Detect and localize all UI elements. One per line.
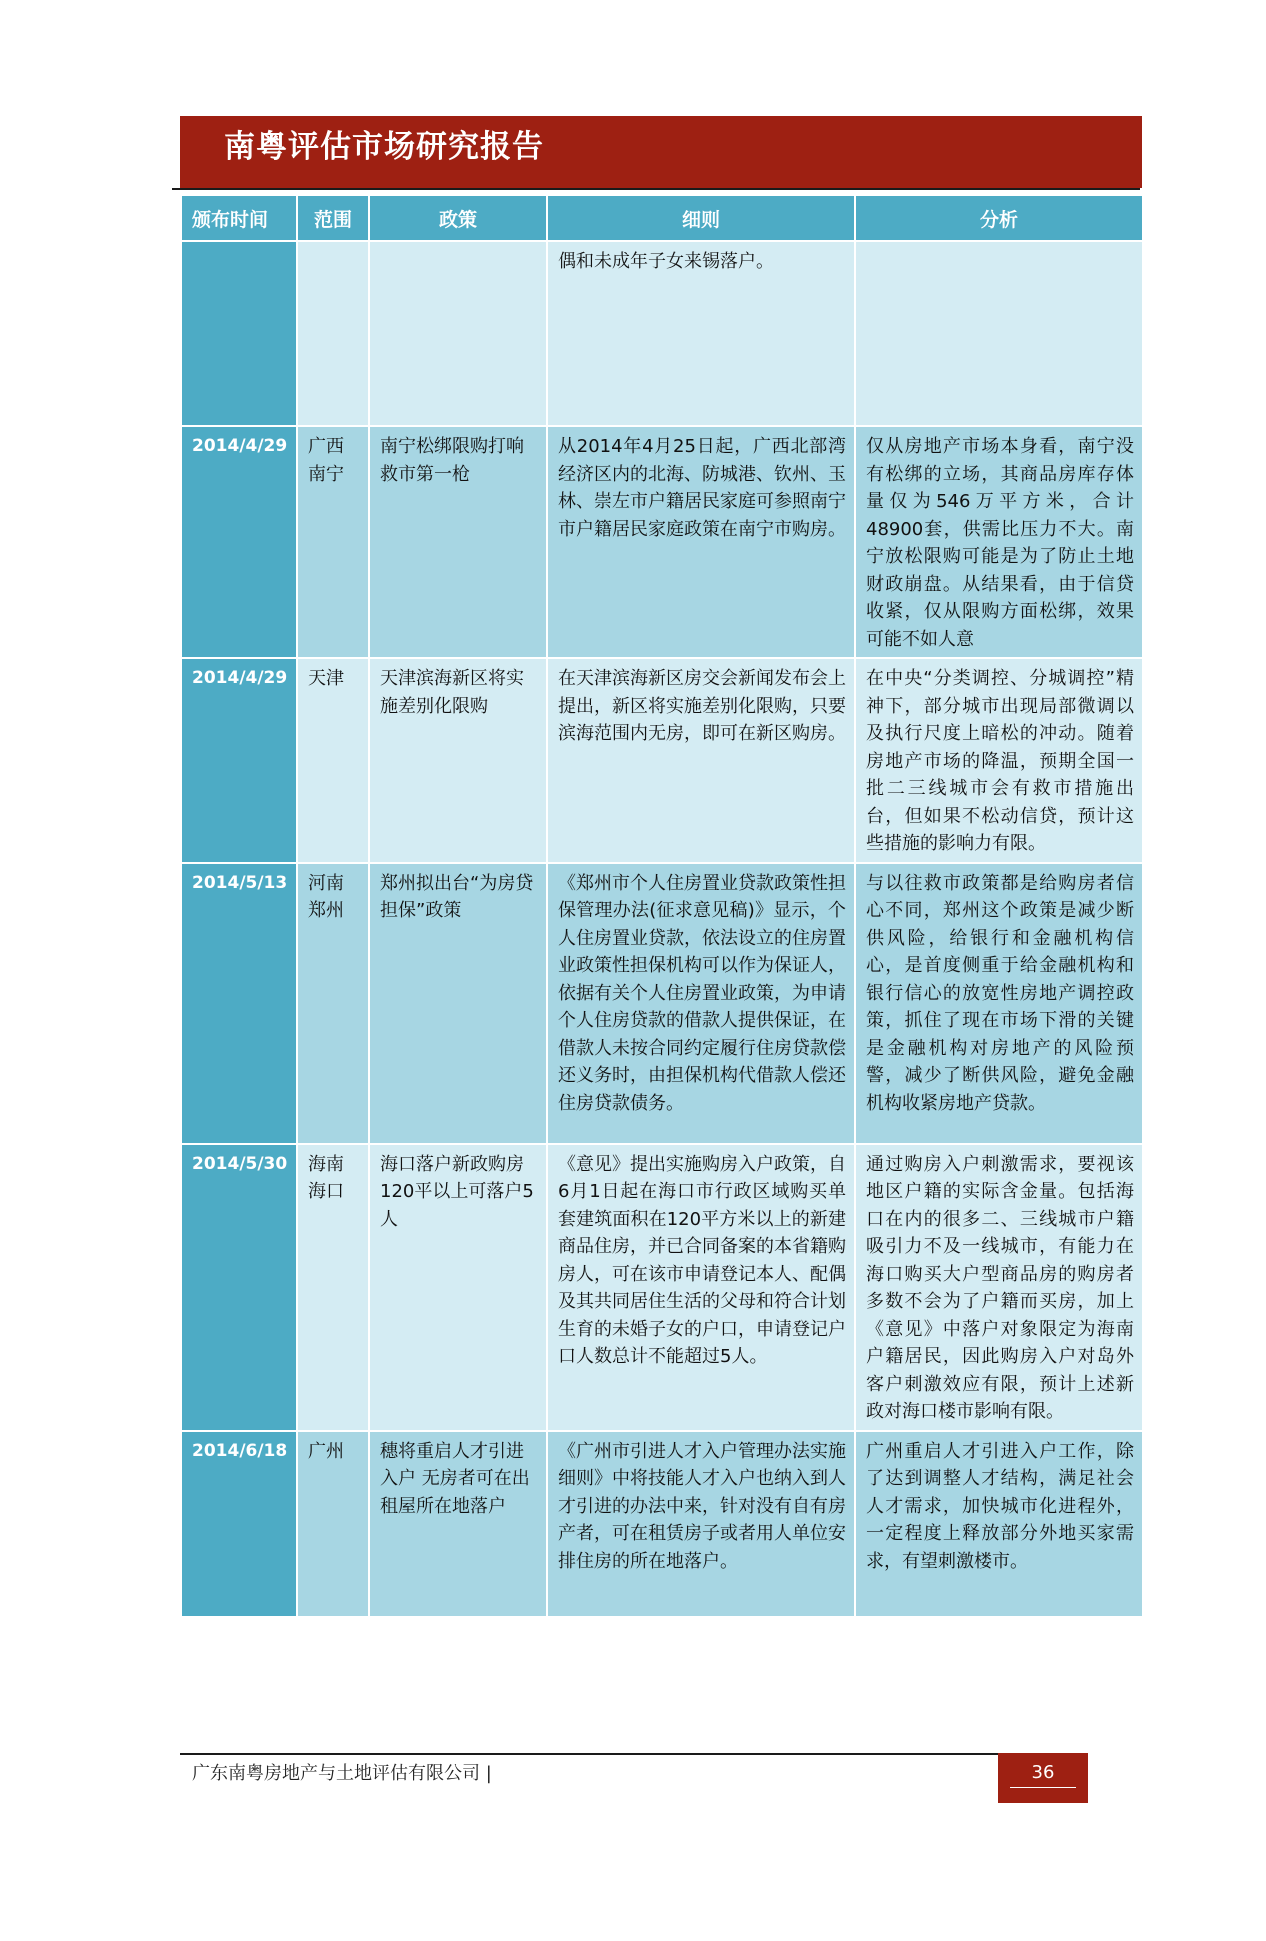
policy-table	[180, 194, 1144, 1618]
cell-detail: 《广州市引进人才入户管理办法实施细则》中将技能人才入户也纳入到人才引进的办法中来，针对没有自有房产者，可在租赁房子或者用人单位安排住房的所在地落户。	[547, 1431, 855, 1617]
page-number: 36	[1031, 1762, 1055, 1783]
footer-company: 广东南粤房地产与土地评估有限公司 |	[192, 1763, 492, 1784]
cell-detail: 《郑州市个人住房置业贷款政策性担保管理办法(征求意见稿)》显示，个人住房置业贷款，依法设立的住房置业政策性担保机构可以作为保证人，依据有关个人住房置业政策，为申请个人住房贷款的借款人提供保证，在借款人未按合同约定履行住房贷款偿还义务时，由担保机构代借款人偿还住房贷款债务。	[547, 863, 855, 1144]
cell-scope: 广西南宁	[297, 426, 369, 658]
table-header-row	[181, 195, 1143, 241]
table-row	[181, 1144, 1143, 1431]
table-row	[181, 1431, 1143, 1617]
cell-detail: 偶和未成年子女来锡落户。	[547, 241, 855, 426]
cell-date: 2014/4/29	[181, 658, 297, 863]
col-header-scope: 范围	[297, 195, 369, 241]
cell-detail: 在天津滨海新区房交会新闻发布会上提出，新区将实施差别化限购，只要滨海范围内无房，即可在新区购房。	[547, 658, 855, 863]
cell-date: 2014/6/18	[181, 1431, 297, 1617]
cell-analysis: 通过购房入户刺激需求，要视该地区户籍的实际含金量。包括海口在内的很多二、三线城市户籍吸引力不及一线城市，有能力在海口购买大户型商品房的购房者多数不会为了户籍而买房，加上《意见》中落户对象限定为海南户籍居民，因此购房入户对岛外客户刺激效应有限，预计上述新政对海口楼市影响有限。	[855, 1144, 1143, 1431]
table-row	[181, 658, 1143, 863]
cell-policy: 南宁松绑限购打响救市第一枪	[369, 426, 547, 658]
cell-detail: 从2014年4月25日起，广西北部湾经济区内的北海、防城港、钦州、玉林、崇左市户籍居民家庭可参照南宁市户籍居民家庭政策在南宁市购房。	[547, 426, 855, 658]
cell-date: 2014/4/29	[181, 426, 297, 658]
cell-analysis: 广州重启人才引进入户工作，除了达到调整人才结构，满足社会人才需求，加快城市化进程外，一定程度上释放部分外地买家需求，有望刺激楼市。	[855, 1431, 1143, 1617]
cell-detail: 《意见》提出实施购房入户政策，自6月1日起在海口市行政区域购买单套建筑面积在120平方米以上的新建商品住房，并已合同备案的本省籍购房人，可在该市申请登记本人、配偶及其共同居住生活的父母和符合计划生育的未婚子女的户口，申请登记户口人数总计不能超过5人。	[547, 1144, 855, 1431]
cell-analysis: 仅从房地产市场本身看，南宁没有松绑的立场，其商品房库存体量仅为546万平方米，合计48900套，供需比压力不大。南宁放松限购可能是为了防止土地财政崩盘。从结果看，由于信贷收紧，仅从限购方面松绑，效果可能不如人意	[855, 426, 1143, 658]
col-header-detail: 细则	[547, 195, 855, 241]
table-row	[181, 863, 1143, 1144]
cell-policy: 天津滨海新区将实施差别化限购	[369, 658, 547, 863]
cell-analysis: 与以往救市政策都是给购房者信心不同，郑州这个政策是减少断供风险，给银行和金融机构信心，是首度侧重于给金融机构和银行信心的放宽性房地产调控政策，抓住了现在市场下滑的关键是金融机构对房地产的风险预警，减少了断供风险，避免金融机构收紧房地产贷款。	[855, 863, 1143, 1144]
cell-date: 2014/5/13	[181, 863, 297, 1144]
cell-policy: 穗将重启人才引进入户 无房者可在出租屋所在地落户	[369, 1431, 547, 1617]
cell-scope: 天津	[297, 658, 369, 863]
report-title: 南粤评估市场研究报告	[224, 129, 544, 165]
cell-scope: 广州	[297, 1431, 369, 1617]
cell-policy: 海口落户新政购房120平以上可落户5人	[369, 1144, 547, 1431]
col-header-analysis: 分析	[855, 195, 1143, 241]
cell-scope	[297, 241, 369, 426]
cell-policy: 郑州拟出台“为房贷担保”政策	[369, 863, 547, 1144]
page-number-underline	[1010, 1787, 1076, 1788]
table-row	[181, 426, 1143, 658]
col-header-policy: 政策	[369, 195, 547, 241]
cell-date: 2014/5/30	[181, 1144, 297, 1431]
cell-scope: 海南海口	[297, 1144, 369, 1431]
cell-date	[181, 241, 297, 426]
header-divider	[172, 188, 1140, 190]
cell-policy	[369, 241, 547, 426]
footer-divider	[180, 1753, 998, 1755]
cell-analysis	[855, 241, 1143, 426]
table-row	[181, 241, 1143, 426]
cell-scope: 河南郑州	[297, 863, 369, 1144]
cell-analysis: 在中央“分类调控、分城调控”精神下，部分城市出现局部微调以及执行尺度上暗松的冲动。随着房地产市场的降温，预期全国一批二三线城市会有救市措施出台，但如果不松动信贷，预计这些措施的影响力有限。	[855, 658, 1143, 863]
col-header-date: 颁布时间	[181, 195, 297, 241]
